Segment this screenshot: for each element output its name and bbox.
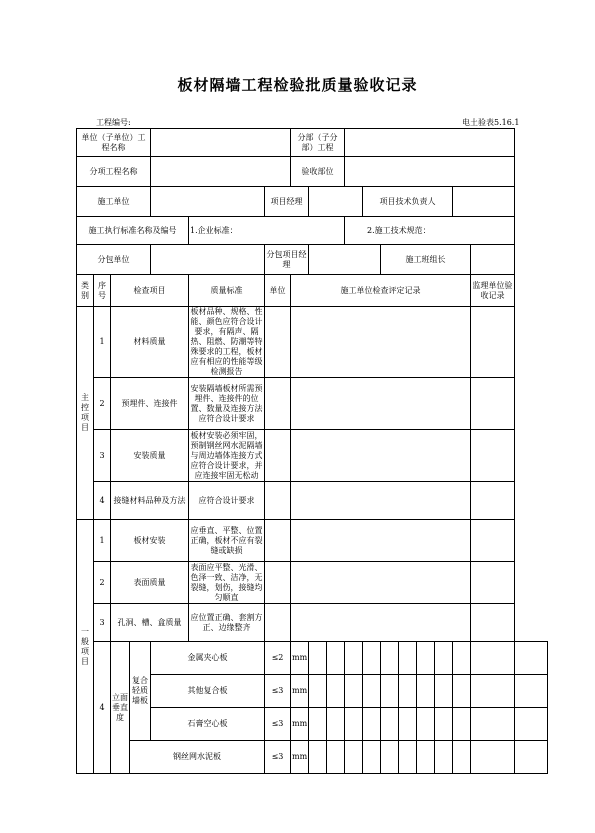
general-item-name: 孔洞、槽、盒质量 (111, 604, 189, 642)
acceptance-part-label: 验收部位 (291, 157, 345, 187)
measure-cell[interactable] (417, 675, 435, 708)
self-check-cell[interactable] (291, 604, 471, 642)
project-manager-label: 项目经理 (265, 187, 309, 217)
unit-cell[interactable] (265, 307, 291, 378)
measure-cell[interactable] (417, 642, 435, 675)
deviation-unit: mm (291, 675, 309, 708)
measure-cell[interactable] (381, 675, 399, 708)
team-leader-value[interactable] (471, 245, 515, 275)
measure-cell[interactable] (309, 741, 327, 774)
supervision-cell[interactable] (515, 708, 548, 741)
measure-cell[interactable] (471, 708, 515, 741)
self-check-cell[interactable] (291, 307, 471, 378)
supervision-cell[interactable] (471, 482, 515, 520)
enterprise-standard-field[interactable]: 1.企业标准： (189, 217, 345, 245)
supervision-cell[interactable] (471, 520, 515, 562)
general-item-no: 1 (94, 520, 111, 562)
self-check-cell[interactable] (291, 520, 471, 562)
division-project-label: 分部（子分部）工程 (291, 129, 345, 157)
measure-cell[interactable] (345, 741, 363, 774)
deviation-sub-item: 石膏空心板 (151, 708, 265, 741)
unit-project-name-value[interactable] (151, 129, 291, 157)
self-check-cell[interactable] (291, 482, 471, 520)
general-item-no: 3 (94, 604, 111, 642)
unit-cell[interactable] (265, 604, 291, 642)
measure-cell[interactable] (417, 708, 435, 741)
sub-manager-label: 分包项目经理 (265, 245, 309, 275)
main-item-no: 3 (94, 430, 111, 482)
deviation-sub-item: 其他复合板 (151, 675, 265, 708)
measure-cell[interactable] (309, 708, 327, 741)
deviation-standard: ≤2 (265, 642, 291, 675)
measure-cell[interactable] (435, 675, 453, 708)
main-item-no: 1 (94, 307, 111, 378)
sub-item-name-label: 分项工程名称 (77, 157, 151, 187)
measure-cell[interactable] (399, 741, 417, 774)
team-leader-label: 施工班组长 (381, 245, 471, 275)
main-item-no: 2 (94, 378, 111, 430)
unit-cell[interactable] (265, 378, 291, 430)
measure-cell[interactable] (327, 708, 345, 741)
measure-cell[interactable] (345, 708, 363, 741)
measure-cell[interactable] (471, 642, 515, 675)
general-item-standard: 表面应平整、光滑、色泽一致、洁净，无裂缝，划伤，接缝均匀顺直 (190, 562, 263, 602)
measure-cell[interactable] (363, 708, 381, 741)
deviation-standard: ≤3 (265, 708, 291, 741)
measure-cell[interactable] (453, 675, 471, 708)
acceptance-part-value[interactable] (345, 157, 515, 187)
col-unit: 单位 (265, 275, 291, 307)
unit-cell[interactable] (265, 482, 291, 520)
main-item-name: 接缝材料品种及方法 (111, 482, 189, 520)
project-number-label: 工程编号: (96, 118, 131, 127)
deviation-item-no: 4 (94, 642, 111, 774)
measure-cell[interactable] (309, 675, 327, 708)
self-check-cell[interactable] (291, 562, 471, 604)
self-check-cell[interactable] (291, 430, 471, 482)
main-item-name: 材料质量 (111, 307, 189, 378)
subcontractor-value[interactable] (151, 245, 265, 275)
col-supervision: 监理单位验收记录 (471, 275, 515, 307)
inspection-form-table (76, 128, 548, 774)
measure-cell[interactable] (435, 642, 453, 675)
subcontractor-label: 分包单位 (77, 245, 151, 275)
main-item-standard: 板材品种、规格、性能、颜色应符合设计要求，有隔声、隔热、阻燃、防潮等特殊要求的工程，板材应有相应的性能等级检测报告 (190, 307, 263, 376)
unit-cell[interactable] (265, 562, 291, 604)
tech-lead-label: 项目技术负责人 (363, 187, 453, 217)
form-title: 板材隔墙工程检验批质量验收记录 (177, 76, 418, 94)
form-code: 电土验表5.16.1 (462, 118, 520, 127)
general-item-no: 2 (94, 562, 111, 604)
supervision-cell[interactable] (515, 741, 548, 774)
col-item: 检查项目 (111, 275, 189, 307)
col-category: 类别 (77, 275, 94, 307)
general-item-standard: 应垂直、平整、位置正确，板材不应有裂缝或缺损 (189, 520, 265, 562)
main-item-name: 安装质量 (111, 430, 189, 482)
deviation-unit: mm (291, 708, 309, 741)
measure-cell[interactable] (471, 675, 515, 708)
self-check-cell[interactable] (291, 378, 471, 430)
deviation-unit: mm (291, 642, 309, 675)
main-item-standard: 应符合设计要求 (189, 482, 265, 520)
supervision-cell[interactable] (471, 378, 515, 430)
measure-cell[interactable] (453, 708, 471, 741)
measure-cell[interactable] (381, 642, 399, 675)
unit-project-name-label: 单位（子单位）工程名称 (77, 129, 151, 157)
sub-item-name-value[interactable] (151, 157, 291, 187)
division-project-value[interactable] (345, 129, 515, 157)
general-item-name: 板材安装 (111, 520, 189, 562)
deviation-sub-item: 金属夹心板 (151, 642, 265, 675)
measure-cell[interactable] (399, 708, 417, 741)
main-item-no: 4 (94, 482, 111, 520)
deviation-unit: mm (291, 741, 309, 774)
measure-cell[interactable] (363, 642, 381, 675)
tech-spec-field[interactable]: 2.施工技术规范： (345, 217, 515, 245)
unit-cell[interactable] (265, 430, 291, 482)
supervision-cell[interactable] (471, 430, 515, 482)
measure-cell[interactable] (327, 642, 345, 675)
measure-cell[interactable] (381, 741, 399, 774)
project-manager-value[interactable] (309, 187, 363, 217)
measure-cell[interactable] (453, 741, 471, 774)
sub-manager-value[interactable] (309, 245, 381, 275)
col-standard: 质量标准 (189, 275, 265, 307)
measure-cell[interactable] (363, 675, 381, 708)
measure-cell[interactable] (327, 741, 345, 774)
tech-lead-value[interactable] (453, 187, 515, 217)
supervision-cell[interactable] (471, 307, 515, 378)
col-self-check: 施工单位检查评定记录 (291, 275, 471, 307)
main-item-standard: 板材安装必须牢固，预制钢丝网水泥隔墙与周边墙体连接方式应符合设计要求，并应连接牢固无松动 (190, 430, 263, 480)
supervision-cell[interactable] (515, 675, 548, 708)
measure-cell[interactable] (363, 741, 381, 774)
measure-cell[interactable] (345, 675, 363, 708)
measure-cell[interactable] (399, 642, 417, 675)
measure-cell[interactable] (435, 708, 453, 741)
construction-unit-label: 施工单位 (77, 187, 151, 217)
supervision-cell[interactable] (471, 604, 515, 642)
measure-cell[interactable] (453, 642, 471, 675)
col-seq: 序号 (94, 275, 111, 307)
supervision-cell[interactable] (515, 642, 548, 675)
measure-cell[interactable] (309, 642, 327, 675)
measure-cell[interactable] (345, 642, 363, 675)
deviation-standard: ≤3 (265, 741, 291, 774)
measure-cell[interactable] (399, 675, 417, 708)
supervision-cell[interactable] (471, 562, 515, 604)
general-item-standard: 应位置正确、套割方正、边缘整齐 (189, 604, 265, 642)
measure-cell[interactable] (327, 675, 345, 708)
main-item-standard: 安装隔墙板材所需预埋件、连接件的位置、数量及连接方法应符合设计要求 (189, 378, 265, 430)
deviation-standard: ≤3 (265, 675, 291, 708)
construction-unit-value[interactable] (151, 187, 265, 217)
deviation-label: 立面垂直度 (111, 642, 130, 774)
category-main: 主控项目 (77, 307, 94, 520)
measure-cell[interactable] (417, 741, 435, 774)
deviation-group: 复合轻质墙板 (130, 642, 151, 741)
standard-name-label: 施工执行标准名称及编号 (77, 217, 189, 245)
unit-cell[interactable] (265, 520, 291, 562)
deviation-sub-item: 钢丝网水泥板 (130, 741, 265, 774)
measure-cell[interactable] (471, 741, 515, 774)
general-item-name: 表面质量 (111, 562, 189, 604)
category-general: 一般项目 (77, 520, 94, 774)
measure-cell[interactable] (435, 741, 453, 774)
main-item-name: 预埋件、连接件 (111, 378, 189, 430)
measure-cell[interactable] (381, 708, 399, 741)
